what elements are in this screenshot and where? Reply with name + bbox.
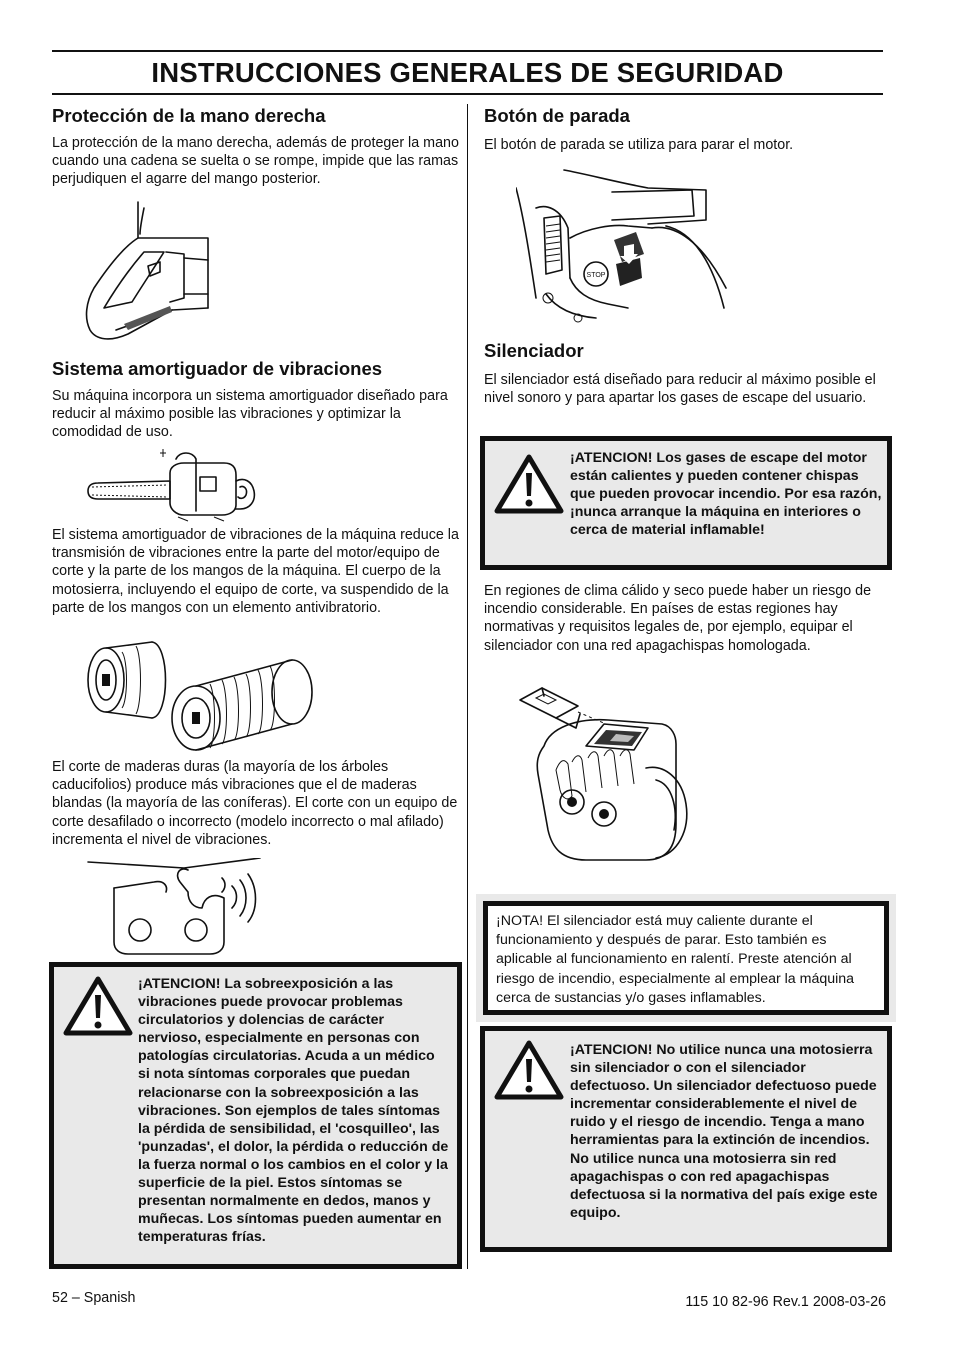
muffler-warning-text: ¡ATENCION! No utilice nunca una motosierra sin silenciador o con el silenciador defectuoso. Un silenciador defectuoso puede incrementar considerablemente el nivel de ruido y el riesgo de incendio. Tenga a mano herramientas para la extinción de incendios. No utilice nunca una motosierra sin red apagachispas o con red apagachispas defectuosa si la normativa del país exige este equipo. bbox=[570, 1042, 878, 1221]
vibration-text-2: El sistema amortiguador de vibraciones de la máquina reduce la transmisión de vibraciones entre la parte del motor/equipo de corte y la parte de los mangos de la máquina. El cuerpo de la motosierra, incluyendo el equipo de corte, va suspendido de la parte de los mangos con un elemento antivibratorio. bbox=[52, 527, 459, 616]
vibration-text-1: Su máquina incorpora un sistema amortiguador diseñado para reducir al máximo posible las vibraciones y optimizar la comodidad de uso. bbox=[52, 388, 448, 441]
stop-switch-illustration bbox=[516, 168, 730, 330]
stop-label: STOP bbox=[586, 272, 606, 279]
vibration-heading: Sistema amortiguador de vibraciones bbox=[52, 358, 383, 379]
warning-triangle-icon bbox=[62, 975, 134, 1037]
vibration-warning-text: ¡ATENCION! La sobreexposición a las vibraciones puede provocar problemas circulatorios y dolencias de carácter nervioso, especialmente en personas con patologías circulatorias. Acuda a un médico si nota síntomas corporales que puedan relacionarse con la sobreexposición a las vibraciones. Son ejemplos de tales síntomas la pérdida de sensibilidad, el 'cosquilleo', las 'punzadas', el dolor, la pérdida o reducción de la fuerza normal o los cambios en el color y la superficie de la piel. Estos síntomas se presentan normalmente en dedos, manos y muñecas. Los síntomas pueden aumentar en temperaturas frías. bbox=[138, 976, 449, 1246]
hand-guard-illustration bbox=[80, 198, 240, 346]
exhaust-warning-box bbox=[480, 436, 892, 570]
note-box bbox=[483, 901, 889, 1015]
muffler-text-1: El silenciador está diseñado para reducir al máximo posible el nivel sonoro y para apartar los gases de escape del usuario. bbox=[484, 372, 876, 407]
warning-triangle-icon bbox=[493, 1039, 565, 1101]
chainsaw-illustration bbox=[84, 447, 259, 525]
muffler-spark-arrester-illustration bbox=[516, 684, 710, 866]
muffler-text-2: En regiones de clima cálido y seco puede haber un riesgo de incendio considerable. En países de estas regiones hay normativas y requisitos legales de, por ejemplo, equipar el silenciador con una red apagachispas homologada. bbox=[484, 583, 872, 654]
vibration-text-3: El corte de maderas duras (la mayoría de los árboles caducifolios) produce más vibraciones que el de maderas blandas (la mayoría de las coníferas). El corte con un equipo de corte desafilado o incorrecto (modelo incorrecto o mal afilado) incrementa el nivel de vibraciones. bbox=[52, 759, 458, 848]
hand-guard-text: La protección de la mano derecha, además de proteger la mano cuando una cadena se suelta o se rompe, impide que las ramas perjudiquen el agarre del mango posterior. bbox=[52, 135, 459, 188]
warning-triangle-icon bbox=[493, 453, 565, 515]
anti-vibration-elements-illustration bbox=[82, 640, 322, 755]
muffler-heading: Silenciador bbox=[484, 340, 584, 361]
note-text: ¡NOTA! El silenciador está muy caliente durante el funcionamiento y después de parar. Esto también es aplicable al funcionamiento en ralentí. Preste atención al riesgo de incendio, especialmente al emplear la máquina cerca de sustancias y/o gases inflamables. bbox=[496, 913, 855, 1006]
stop-button-heading: Botón de parada bbox=[484, 105, 630, 126]
page-title: INSTRUCCIONES GENERALES DE SEGURIDAD bbox=[151, 57, 784, 88]
vibration-warning-box bbox=[49, 962, 462, 1269]
document-reference: 115 10 82-96 Rev.1 2008-03-26 bbox=[685, 1294, 886, 1310]
chain-vibration-illustration bbox=[84, 858, 264, 958]
exhaust-warning-text: ¡ATENCION! Los gases de escape del motor están calientes y pueden contener chispas que pueden provocar incendio. Por esa razón, ¡nunca arranque la máquina en interiores o cerca de material inflamable! bbox=[570, 450, 882, 539]
hand-guard-heading: Protección de la mano derecha bbox=[52, 105, 326, 126]
column-divider bbox=[467, 104, 468, 1269]
muffler-warning-box bbox=[480, 1026, 892, 1252]
top-rule bbox=[52, 50, 883, 52]
page-number: 52 – Spanish bbox=[52, 1290, 136, 1306]
stop-button-text: El botón de parada se utiliza para parar el motor. bbox=[484, 137, 794, 153]
title-underline bbox=[52, 93, 883, 95]
